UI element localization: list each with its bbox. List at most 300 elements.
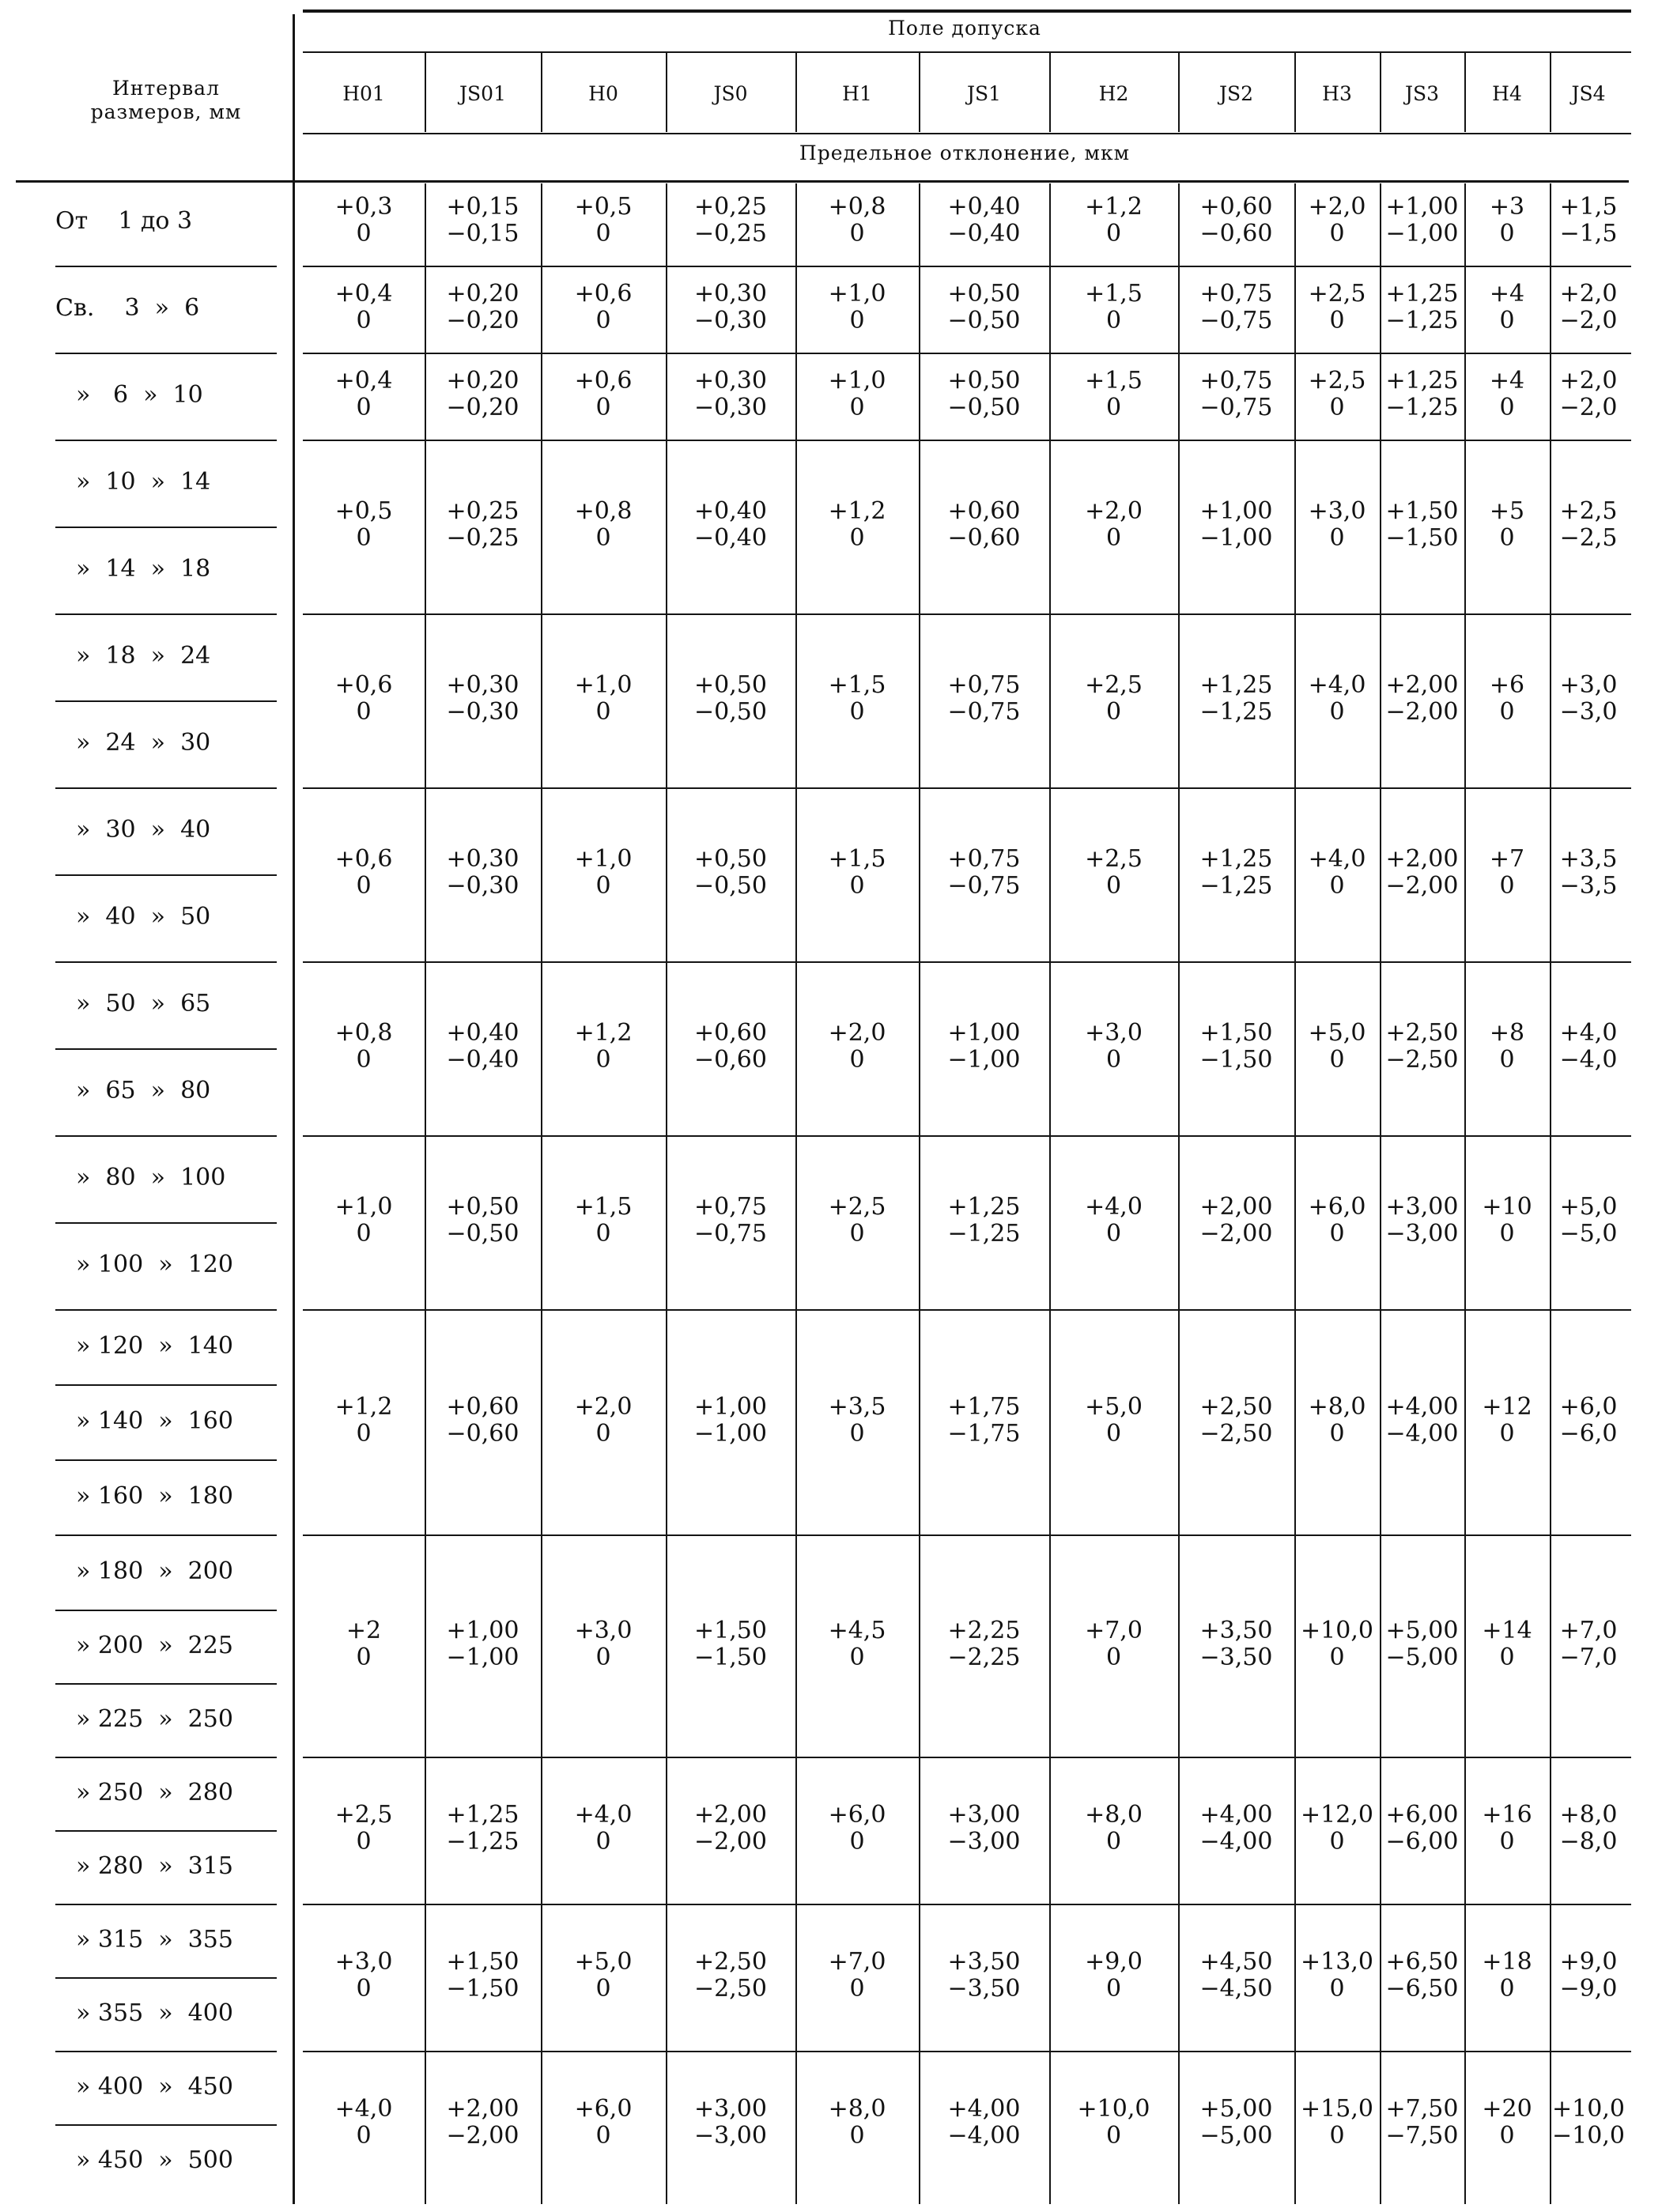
upper-deviation: +1,25 xyxy=(1199,845,1273,873)
lower-deviation: 0 xyxy=(1329,2122,1345,2150)
group-divider xyxy=(303,2051,1631,2052)
lower-deviation: 0 xyxy=(356,1975,372,2003)
lower-deviation: 0 xyxy=(1499,394,1515,421)
upper-deviation: +0,15 xyxy=(446,193,519,221)
lower-deviation: 0 xyxy=(849,872,865,900)
upper-deviation: +0,60 xyxy=(1199,193,1273,221)
deviation-cell-js01 xyxy=(425,2096,541,2150)
interval-row-divider xyxy=(55,1384,277,1386)
upper-deviation: +2,25 xyxy=(947,1616,1021,1644)
upper-deviation: +15,0 xyxy=(1301,2095,1373,2123)
deviation-cell-js2 xyxy=(1178,1949,1294,2003)
upper-deviation: +7,50 xyxy=(1385,2095,1459,2123)
upper-deviation: +4,0 xyxy=(334,2095,393,2123)
deviation-cell-h01 xyxy=(303,1394,425,1448)
lower-deviation: −0,40 xyxy=(694,524,767,552)
lower-deviation: −0,40 xyxy=(947,220,1021,247)
upper-deviation: +10,0 xyxy=(1077,2095,1150,2123)
lower-deviation: 0 xyxy=(356,872,372,900)
upper-deviation: +0,75 xyxy=(947,845,1021,873)
upper-deviation: +1,5 xyxy=(574,1193,633,1221)
lower-deviation: 0 xyxy=(1499,872,1515,900)
lower-deviation: 0 xyxy=(356,1220,372,1248)
upper-deviation: +3 xyxy=(1489,193,1525,221)
deviation-cell-js4 xyxy=(1550,846,1627,900)
upper-deviation: +4,0 xyxy=(574,1801,633,1829)
size-interval-label: » 65 » 80 xyxy=(76,1077,211,1104)
lower-deviation: 0 xyxy=(1105,1419,1122,1448)
upper-deviation: +0,6 xyxy=(334,845,393,873)
deviation-cell-h3 xyxy=(1294,1617,1380,1671)
upper-deviation: +8,0 xyxy=(1085,1801,1143,1829)
upper-deviation: +3,00 xyxy=(694,2095,767,2123)
upper-deviation: +8,0 xyxy=(1308,1392,1366,1421)
size-interval-label: » 400 » 450 xyxy=(76,2072,233,2101)
column-header-h2: H2 xyxy=(1098,82,1129,105)
size-interval-label: » 14 » 18 xyxy=(76,555,211,583)
upper-deviation: +0,4 xyxy=(334,367,393,394)
upper-deviation: +20 xyxy=(1482,2095,1532,2123)
lower-deviation: 0 xyxy=(849,394,865,421)
interval-row-divider xyxy=(55,700,277,702)
top-rule xyxy=(303,9,1631,13)
deviation-cell-js1 xyxy=(919,498,1049,552)
lower-deviation: 0 xyxy=(595,698,611,726)
upper-deviation: +4,00 xyxy=(947,2095,1021,2123)
deviation-cell-js1 xyxy=(919,846,1049,900)
header-rule xyxy=(303,133,1631,134)
deviation-cell-js4 xyxy=(1550,672,1627,726)
interval-row-divider xyxy=(55,1683,277,1685)
upper-deviation: +2,50 xyxy=(1199,1392,1273,1421)
upper-deviation: +2,0 xyxy=(1308,193,1366,221)
interval-row-divider xyxy=(55,1977,277,1979)
deviation-cell-js3 xyxy=(1380,1020,1464,1074)
deviation-cell-js01 xyxy=(425,498,541,552)
deviation-cell-h1 xyxy=(795,498,919,552)
upper-deviation: +0,30 xyxy=(694,280,767,308)
lower-deviation: 0 xyxy=(849,524,865,552)
deviation-cell-h4 xyxy=(1464,1020,1550,1074)
upper-deviation: +13,0 xyxy=(1301,1948,1373,1976)
lower-deviation: −0,75 xyxy=(1199,307,1273,334)
lower-deviation: −2,0 xyxy=(1559,394,1618,421)
deviation-header: Предельное отклонение, мкм xyxy=(799,142,1131,164)
upper-deviation: +0,8 xyxy=(574,497,633,525)
deviation-cell-js2 xyxy=(1178,1020,1294,1074)
interval-row-divider xyxy=(55,613,277,615)
group-divider xyxy=(303,440,1631,441)
deviation-cell-js2 xyxy=(1178,672,1294,726)
size-interval-label: » 80 » 100 xyxy=(76,1164,226,1191)
deviation-cell-h2 xyxy=(1049,1617,1178,1671)
upper-deviation: +3,0 xyxy=(1308,497,1366,525)
column-header-h4: H4 xyxy=(1492,82,1522,105)
interval-row-divider xyxy=(55,1757,277,1758)
deviation-cell-js4 xyxy=(1550,194,1627,247)
lower-deviation: −0,20 xyxy=(446,394,519,421)
deviation-cell-js2 xyxy=(1178,194,1294,247)
column-header-js1: JS1 xyxy=(966,82,1002,105)
deviation-cell-js01 xyxy=(425,1802,541,1855)
lower-deviation: 0 xyxy=(849,1975,865,2003)
lower-deviation: 0 xyxy=(849,698,865,726)
deviation-cell-h2 xyxy=(1049,2096,1178,2150)
upper-deviation: +2,50 xyxy=(694,1948,767,1976)
lower-deviation: 0 xyxy=(356,220,372,247)
upper-deviation: +1,50 xyxy=(1385,497,1459,525)
upper-deviation: +1,25 xyxy=(1385,280,1459,308)
upper-deviation: +8 xyxy=(1489,1019,1525,1047)
lower-deviation: 0 xyxy=(1499,1828,1515,1855)
deviation-cell-h01 xyxy=(303,1020,425,1074)
deviation-cell-js01 xyxy=(425,846,541,900)
size-interval-label: » 120 » 140 xyxy=(76,1331,233,1360)
upper-deviation: +5,0 xyxy=(1085,1392,1143,1421)
lower-deviation: 0 xyxy=(1499,220,1515,247)
size-interval-label: » 6 » 10 xyxy=(76,381,203,409)
deviation-cell-js0 xyxy=(666,498,795,552)
upper-deviation: +1,0 xyxy=(574,845,633,873)
deviation-cell-h0 xyxy=(541,1949,666,2003)
deviation-cell-js4 xyxy=(1550,281,1627,334)
size-interval-label: » 315 » 355 xyxy=(76,1925,233,1953)
upper-deviation: +9,0 xyxy=(1085,1948,1143,1976)
size-interval-label: » 100 » 120 xyxy=(76,1251,233,1278)
upper-deviation: +0,75 xyxy=(1199,367,1273,394)
lower-deviation: −3,00 xyxy=(694,2122,767,2150)
lower-deviation: −2,50 xyxy=(1385,1046,1459,1074)
lower-deviation: 0 xyxy=(1329,524,1345,552)
deviation-cell-h01 xyxy=(303,1802,425,1855)
lower-deviation: −0,25 xyxy=(446,524,519,552)
lower-deviation: −0,75 xyxy=(1199,394,1273,421)
deviation-cell-js1 xyxy=(919,1617,1049,1671)
upper-deviation: +6,0 xyxy=(1308,1193,1366,1221)
lower-deviation: −6,50 xyxy=(1385,1975,1459,2003)
lower-deviation: −4,00 xyxy=(1199,1828,1273,1855)
deviation-cell-js01 xyxy=(425,1020,541,1074)
upper-deviation: +1,5 xyxy=(1559,193,1618,221)
lower-deviation: −3,00 xyxy=(1385,1220,1459,1248)
column-header-h1: H1 xyxy=(842,82,872,105)
lower-deviation: −5,00 xyxy=(1199,2122,1273,2150)
upper-deviation: +1,5 xyxy=(828,845,886,873)
lower-deviation: −1,00 xyxy=(947,1046,1021,1074)
lower-deviation: 0 xyxy=(595,2122,611,2150)
deviation-cell-js1 xyxy=(919,672,1049,726)
size-interval-label: » 10 » 14 xyxy=(76,468,211,496)
lower-deviation: 0 xyxy=(1329,1828,1345,1855)
interval-row-divider xyxy=(55,1610,277,1611)
upper-deviation: +1,0 xyxy=(334,1193,393,1221)
lower-deviation: −1,5 xyxy=(1559,220,1618,247)
upper-deviation: +4 xyxy=(1489,280,1525,308)
lower-deviation: 0 xyxy=(849,220,865,247)
upper-deviation: +2,00 xyxy=(1199,1193,1273,1221)
deviation-cell-js0 xyxy=(666,1194,795,1248)
deviation-cell-h0 xyxy=(541,846,666,900)
upper-deviation: +1,2 xyxy=(1085,193,1143,221)
lower-deviation: −0,25 xyxy=(694,220,767,247)
upper-deviation: +4,0 xyxy=(1308,845,1366,873)
upper-deviation: +4,5 xyxy=(828,1616,886,1644)
lower-deviation: 0 xyxy=(595,1419,611,1448)
upper-deviation: +0,8 xyxy=(334,1019,393,1047)
deviation-cell-h01 xyxy=(303,194,425,247)
lower-deviation: 0 xyxy=(1499,2122,1515,2150)
deviation-cell-js1 xyxy=(919,1949,1049,2003)
upper-deviation: +8,0 xyxy=(1559,1801,1618,1829)
deviation-cell-h4 xyxy=(1464,1617,1550,1671)
lower-deviation: 0 xyxy=(1105,1643,1122,1671)
interval-row-divider xyxy=(55,1309,277,1311)
group-divider xyxy=(303,787,1631,789)
upper-deviation: +0,50 xyxy=(947,280,1021,308)
lower-deviation: −3,50 xyxy=(947,1975,1021,2003)
upper-deviation: +1,5 xyxy=(828,671,886,699)
deviation-cell-h3 xyxy=(1294,1802,1380,1855)
deviation-cell-h4 xyxy=(1464,846,1550,900)
deviation-cell-js0 xyxy=(666,846,795,900)
lower-deviation: −7,0 xyxy=(1559,1643,1618,1671)
upper-deviation: +1,50 xyxy=(694,1616,767,1644)
deviation-cell-js0 xyxy=(666,672,795,726)
lower-deviation: 0 xyxy=(595,1643,611,1671)
lower-deviation: 0 xyxy=(356,307,372,334)
deviation-cell-js0 xyxy=(666,1394,795,1448)
deviation-cell-h3 xyxy=(1294,1020,1380,1074)
deviation-cell-js3 xyxy=(1380,1617,1464,1671)
deviation-cell-h1 xyxy=(795,281,919,334)
lower-deviation: −2,50 xyxy=(694,1975,767,2003)
upper-deviation: +0,50 xyxy=(694,845,767,873)
lower-deviation: −4,00 xyxy=(1385,1419,1459,1448)
deviation-cell-h1 xyxy=(795,194,919,247)
lower-deviation: 0 xyxy=(849,307,865,334)
upper-deviation: +18 xyxy=(1482,1948,1532,1976)
lower-deviation: −3,0 xyxy=(1559,698,1618,726)
lower-deviation: −0,75 xyxy=(947,698,1021,726)
lower-deviation: 0 xyxy=(1499,1975,1515,2003)
lower-deviation: 0 xyxy=(849,1828,865,1855)
deviation-cell-js0 xyxy=(666,194,795,247)
upper-deviation: +0,20 xyxy=(446,280,519,308)
column-header-js3: JS3 xyxy=(1404,82,1440,105)
lower-deviation: 0 xyxy=(1329,872,1345,900)
deviation-cell-h01 xyxy=(303,1949,425,2003)
upper-deviation: +0,60 xyxy=(446,1392,519,1421)
deviation-cell-h4 xyxy=(1464,368,1550,421)
upper-deviation: +5 xyxy=(1489,497,1525,525)
deviation-cell-h1 xyxy=(795,1949,919,2003)
deviation-cell-js2 xyxy=(1178,368,1294,421)
deviation-cell-h0 xyxy=(541,1194,666,1248)
deviation-cell-js4 xyxy=(1550,1802,1627,1855)
lower-deviation: −0,15 xyxy=(446,220,519,247)
deviation-cell-h3 xyxy=(1294,498,1380,552)
lower-deviation: −0,50 xyxy=(947,307,1021,334)
deviation-cell-h2 xyxy=(1049,498,1178,552)
group-divider xyxy=(303,961,1631,963)
header-rule xyxy=(303,51,1631,53)
interval-row-divider xyxy=(55,1222,277,1224)
deviation-cell-h0 xyxy=(541,1617,666,1671)
interval-row-divider xyxy=(55,1534,277,1536)
lower-deviation: −1,00 xyxy=(1385,220,1459,247)
size-interval-label: » 140 » 160 xyxy=(76,1406,233,1435)
deviation-cell-h2 xyxy=(1049,1394,1178,1448)
upper-deviation: +0,50 xyxy=(694,671,767,699)
column-header-js2: JS2 xyxy=(1218,82,1254,105)
column-header-js0: JS0 xyxy=(713,82,748,105)
deviation-cell-h2 xyxy=(1049,1802,1178,1855)
group-divider xyxy=(303,1534,1631,1536)
lower-deviation: 0 xyxy=(356,2122,372,2150)
lower-deviation: 0 xyxy=(1329,698,1345,726)
deviation-cell-h3 xyxy=(1294,1949,1380,2003)
deviation-cell-h0 xyxy=(541,672,666,726)
upper-deviation: +3,00 xyxy=(947,1801,1021,1829)
upper-deviation: +2,0 xyxy=(1559,367,1618,394)
deviation-cell-h2 xyxy=(1049,194,1178,247)
deviation-cell-js2 xyxy=(1178,846,1294,900)
upper-deviation: +1,0 xyxy=(828,280,886,308)
upper-deviation: +6,50 xyxy=(1385,1948,1459,1976)
deviation-cell-js1 xyxy=(919,1802,1049,1855)
deviation-cell-h2 xyxy=(1049,1194,1178,1248)
lower-deviation: 0 xyxy=(1105,1220,1122,1248)
deviation-cell-h1 xyxy=(795,2096,919,2150)
upper-deviation: +6,00 xyxy=(1385,1801,1459,1829)
lower-deviation: 0 xyxy=(1105,1975,1122,2003)
upper-deviation: +5,00 xyxy=(1385,1616,1459,1644)
upper-deviation: +0,25 xyxy=(694,193,767,221)
upper-deviation: +6,0 xyxy=(574,2095,633,2123)
group-divider xyxy=(303,1135,1631,1137)
lower-deviation: −4,0 xyxy=(1559,1046,1618,1074)
upper-deviation: +0,50 xyxy=(446,1193,519,1221)
lower-deviation: 0 xyxy=(1499,1419,1515,1448)
deviation-cell-js1 xyxy=(919,2096,1049,2150)
deviation-cell-h2 xyxy=(1049,281,1178,334)
upper-deviation: +5,0 xyxy=(1308,1019,1366,1047)
group-divider xyxy=(303,353,1631,354)
lower-deviation: −1,00 xyxy=(694,1419,767,1448)
lower-deviation: −0,75 xyxy=(694,1220,767,1248)
upper-deviation: +3,50 xyxy=(1199,1616,1273,1644)
deviation-cell-js01 xyxy=(425,672,541,726)
upper-deviation: +4,00 xyxy=(1385,1392,1459,1421)
group-divider xyxy=(303,1309,1631,1311)
deviation-cell-js3 xyxy=(1380,672,1464,726)
upper-deviation: +0,30 xyxy=(446,845,519,873)
upper-deviation: +2,5 xyxy=(1085,671,1143,699)
deviation-cell-js01 xyxy=(425,368,541,421)
upper-deviation: +8,0 xyxy=(828,2095,886,2123)
upper-deviation: +5,0 xyxy=(574,1948,633,1976)
lower-deviation: −7,50 xyxy=(1385,2122,1459,2150)
deviation-cell-js2 xyxy=(1178,1617,1294,1671)
interval-header: Интервал размеров, мм xyxy=(90,77,242,123)
interval-row-divider xyxy=(55,961,277,963)
lower-deviation: 0 xyxy=(595,1828,611,1855)
upper-deviation: +1,50 xyxy=(446,1948,519,1976)
lower-deviation: −0,30 xyxy=(694,307,767,334)
upper-deviation: +2,00 xyxy=(694,1801,767,1829)
upper-deviation: +1,2 xyxy=(334,1392,393,1421)
deviation-cell-h0 xyxy=(541,368,666,421)
upper-deviation: +7,0 xyxy=(1559,1616,1618,1644)
deviation-cell-js3 xyxy=(1380,1802,1464,1855)
upper-deviation: +0,75 xyxy=(694,1193,767,1221)
size-interval-label: » 50 » 65 xyxy=(76,990,211,1017)
upper-deviation: +0,75 xyxy=(947,671,1021,699)
deviation-cell-js4 xyxy=(1550,1394,1627,1448)
upper-deviation: +0,75 xyxy=(1199,280,1273,308)
upper-deviation: +14 xyxy=(1482,1616,1532,1644)
deviation-cell-js1 xyxy=(919,368,1049,421)
upper-deviation: +1,0 xyxy=(574,671,633,699)
deviation-cell-h4 xyxy=(1464,2096,1550,2150)
deviation-cell-js3 xyxy=(1380,498,1464,552)
deviation-cell-js3 xyxy=(1380,1949,1464,2003)
lower-deviation: −2,00 xyxy=(1385,872,1459,900)
lower-deviation: 0 xyxy=(356,394,372,421)
deviation-cell-js3 xyxy=(1380,2096,1464,2150)
upper-deviation: +1,00 xyxy=(947,1019,1021,1047)
lower-deviation: 0 xyxy=(595,1220,611,1248)
upper-deviation: +2,00 xyxy=(446,2095,519,2123)
upper-deviation: +7,0 xyxy=(828,1948,886,1976)
deviation-cell-js1 xyxy=(919,194,1049,247)
lower-deviation: −5,00 xyxy=(1385,1643,1459,1671)
upper-deviation: +3,5 xyxy=(828,1392,886,1421)
group-divider xyxy=(303,613,1631,615)
lower-deviation: −0,60 xyxy=(947,524,1021,552)
interval-row-divider xyxy=(55,1459,277,1461)
column-header-js4: JS4 xyxy=(1571,82,1606,105)
upper-deviation: +4,00 xyxy=(1199,1801,1273,1829)
deviation-cell-js01 xyxy=(425,281,541,334)
deviation-cell-js4 xyxy=(1550,2096,1627,2150)
deviation-cell-h3 xyxy=(1294,194,1380,247)
lower-deviation: −0,50 xyxy=(947,394,1021,421)
deviation-cell-js3 xyxy=(1380,194,1464,247)
upper-deviation: +5,0 xyxy=(1559,1193,1618,1221)
lower-deviation: 0 xyxy=(595,220,611,247)
deviation-cell-h01 xyxy=(303,672,425,726)
lower-deviation: 0 xyxy=(595,872,611,900)
deviation-cell-js1 xyxy=(919,1394,1049,1448)
lower-deviation: 0 xyxy=(1329,1643,1345,1671)
lower-deviation: 0 xyxy=(1499,698,1515,726)
size-interval-label: » 355 » 400 xyxy=(76,1999,233,2027)
lower-deviation: −3,5 xyxy=(1559,872,1618,900)
upper-deviation: +6,0 xyxy=(828,1801,886,1829)
lower-deviation: −0,60 xyxy=(694,1046,767,1074)
size-interval-label: От 1 до 3 xyxy=(55,207,193,235)
upper-deviation: +2,5 xyxy=(828,1193,886,1221)
upper-deviation: +1,00 xyxy=(1385,193,1459,221)
upper-deviation: +1,2 xyxy=(828,497,886,525)
upper-deviation: +0,60 xyxy=(947,497,1021,525)
upper-deviation: +3,00 xyxy=(1385,1193,1459,1221)
deviation-cell-h4 xyxy=(1464,1394,1550,1448)
upper-deviation: +4,0 xyxy=(1559,1019,1618,1047)
deviation-cell-h4 xyxy=(1464,1949,1550,2003)
deviation-cell-h01 xyxy=(303,368,425,421)
